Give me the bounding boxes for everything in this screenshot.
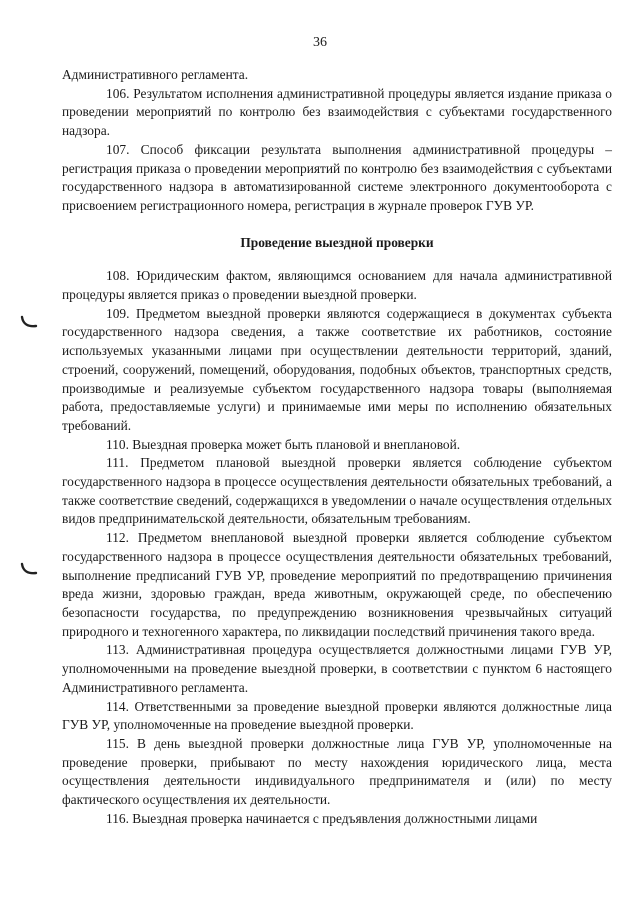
paragraph-116: 116. Выездная проверка начинается с предъявления должностными лицами	[106, 810, 538, 826]
paragraph-111: 111. Предметом плановой выездной проверки является соблюдение субъектом государственного надзора в процессе осуществления деятельности обязательных требований, а также соответствие сведений, содержащихся в уведомлении о начале осуществления отдельных видов предпринимательской деятельности, обязательным требованиям.	[62, 455, 612, 527]
document-body	[62, 66, 612, 828]
margin-mark-icon	[20, 314, 38, 330]
paragraph-108: 108. Юридическим фактом, являющимся основанием для начала административной процедуры является приказ о проведении выездной проверки.	[62, 268, 612, 303]
paragraph-106: 106. Результатом исполнения административной процедуры является издание приказа о проведении мероприятий по контролю без взаимодействия с субъектами государственного надзора.	[62, 85, 612, 139]
margin-mark-icon	[20, 561, 38, 577]
paragraph-112: 112. Предметом внеплановой выездной проверки является соблюдение субъектом государственного надзора в процессе осуществления деятельности обязательных требований, выполнение предписаний ГУВ УР, проведение мероприятий по предотвращению причинения вреда жизни, здоровью граждан, вреда животным, окружающей среде, по обеспечению безопасности государства, по предупреждению возникновения чрезвычайных ситуаций природного и техногенного характера, по ликвидации последствий причинения такого вреда.	[62, 530, 612, 639]
paragraph: Административного регламента.	[62, 67, 249, 82]
page-number: 36	[313, 35, 327, 50]
paragraph-109: 109. Предметом выездной проверки являются содержащиеся в документах субъекта государственного надзора сведения, а также соответствие их работников, состояние используемых указанными лицами при осуществлении деятельности территорий, зданий, строений, сооружений, помещений, оборудования, подобных объектов, транспортных средств, производимые и реализуемые субъектом государственного надзора товары (выполняемая работа, предоставляемые услуги) и принимаемые ими меры по исполнению обязательных требований.	[62, 305, 612, 433]
paragraph-110: 110. Выездная проверка может быть плановой и внеплановой.	[106, 436, 461, 452]
section-heading: Проведение выездной проверки	[240, 234, 434, 250]
paragraph-113: 113. Административная процедура осуществляется должностными лицами ГУВ УР, уполномоченными на проведение выездной проверки, в соответствии с пунктом 6 настоящего Административного регламента.	[62, 642, 612, 695]
paragraph-114: 114. Ответственными за проведение выездной проверки являются должностные лица ГУВ УР, уполномоченные на проведение выездной проверки.	[62, 698, 612, 733]
paragraph-107: 107. Способ фиксации результата выполнения административной процедуры – регистрация приказа о проведении мероприятий по контролю без взаимодействия с субъектами государственного надзора в автоматизированной системе электронного документооборота с присвоением регистрационного номера, регистрация в журнале проверок ГУВ УР.	[62, 141, 612, 213]
paragraph-115: 115. В день выездной проверки должностные лица ГУВ УР, уполномоченные на проведение проверки, прибывают по месту нахождения юридического лица, места осуществления деятельности индивидуального предпринимателя и (или) по месту фактического осуществления их деятельности.	[62, 735, 612, 808]
